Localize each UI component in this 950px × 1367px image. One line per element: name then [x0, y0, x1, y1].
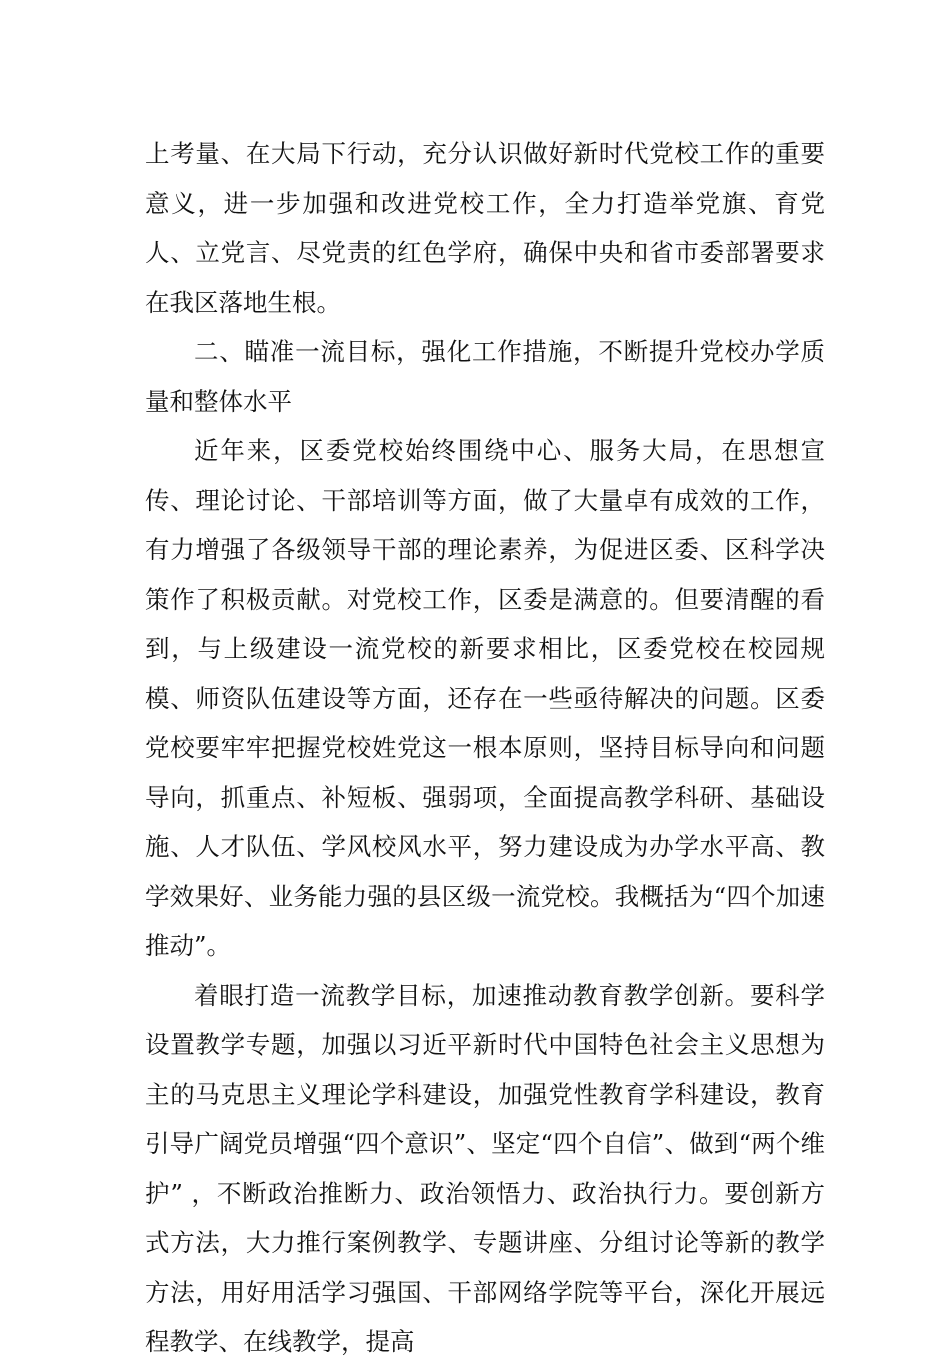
document-body [145, 129, 825, 1367]
paragraph-teaching-innovation: 着眼打造一流教学目标，加速推动教育教学创新。要科学设置教学专题，加强以习近平新时代中国特色社会主义思想为主的马克思主义理论学科建设，加强党性教育学科建设，教育引导广阔党员增强“四个意识”、坚定“四个自信”、做到“两个维护” ，不断政治推断力、政治领悟力、政治执行力。要创新方式方法，大力推行案例教学、专题讲座、分组讨论等新的教学方法，用好用活学习强国、干部网络学院等平台，深化开展远程教学、在线教学，提高 [145, 980, 825, 1356]
section-heading-two: 二、瞄准一流目标，强化工作措施，不断提升党校办学质量和整体水平 [145, 337, 825, 416]
paragraph-continuation: 上考量、在大局下行动，充分认识做好新时代党校工作的重要意义，进一步加强和改进党校工作，全力打造举党旗、育党人、立党言、尽党责的红色学府，确保中央和省市委部署要求在我区落地生根。 [145, 139, 825, 317]
paragraph-recent-years: 近年来，区委党校始终围绕中心、服务大局，在思想宣传、理论讨论、干部培训等方面，做了大量卓有成效的工作，有力增强了各级领导干部的理论素养，为促进区委、区科学决策作了积极贡献。对党校工作，区委是满意的。但要清醒的看到，与上级建设一流党校的新要求相比，区委党校在校园规模、师资队伍建设等方面，还存在一些亟待解决的问题。区委党校要牢牢把握党校姓党这一根本原则，坚持目标导向和问题导向，抓重点、补短板、强弱项，全面提高教学科研、基础设施、人才队伍、学风校风水平，努力建设成为办学水平高、教学效果好、业务能力强的县区级一流党校。我概括为“四个加速推动”。 [145, 436, 825, 960]
